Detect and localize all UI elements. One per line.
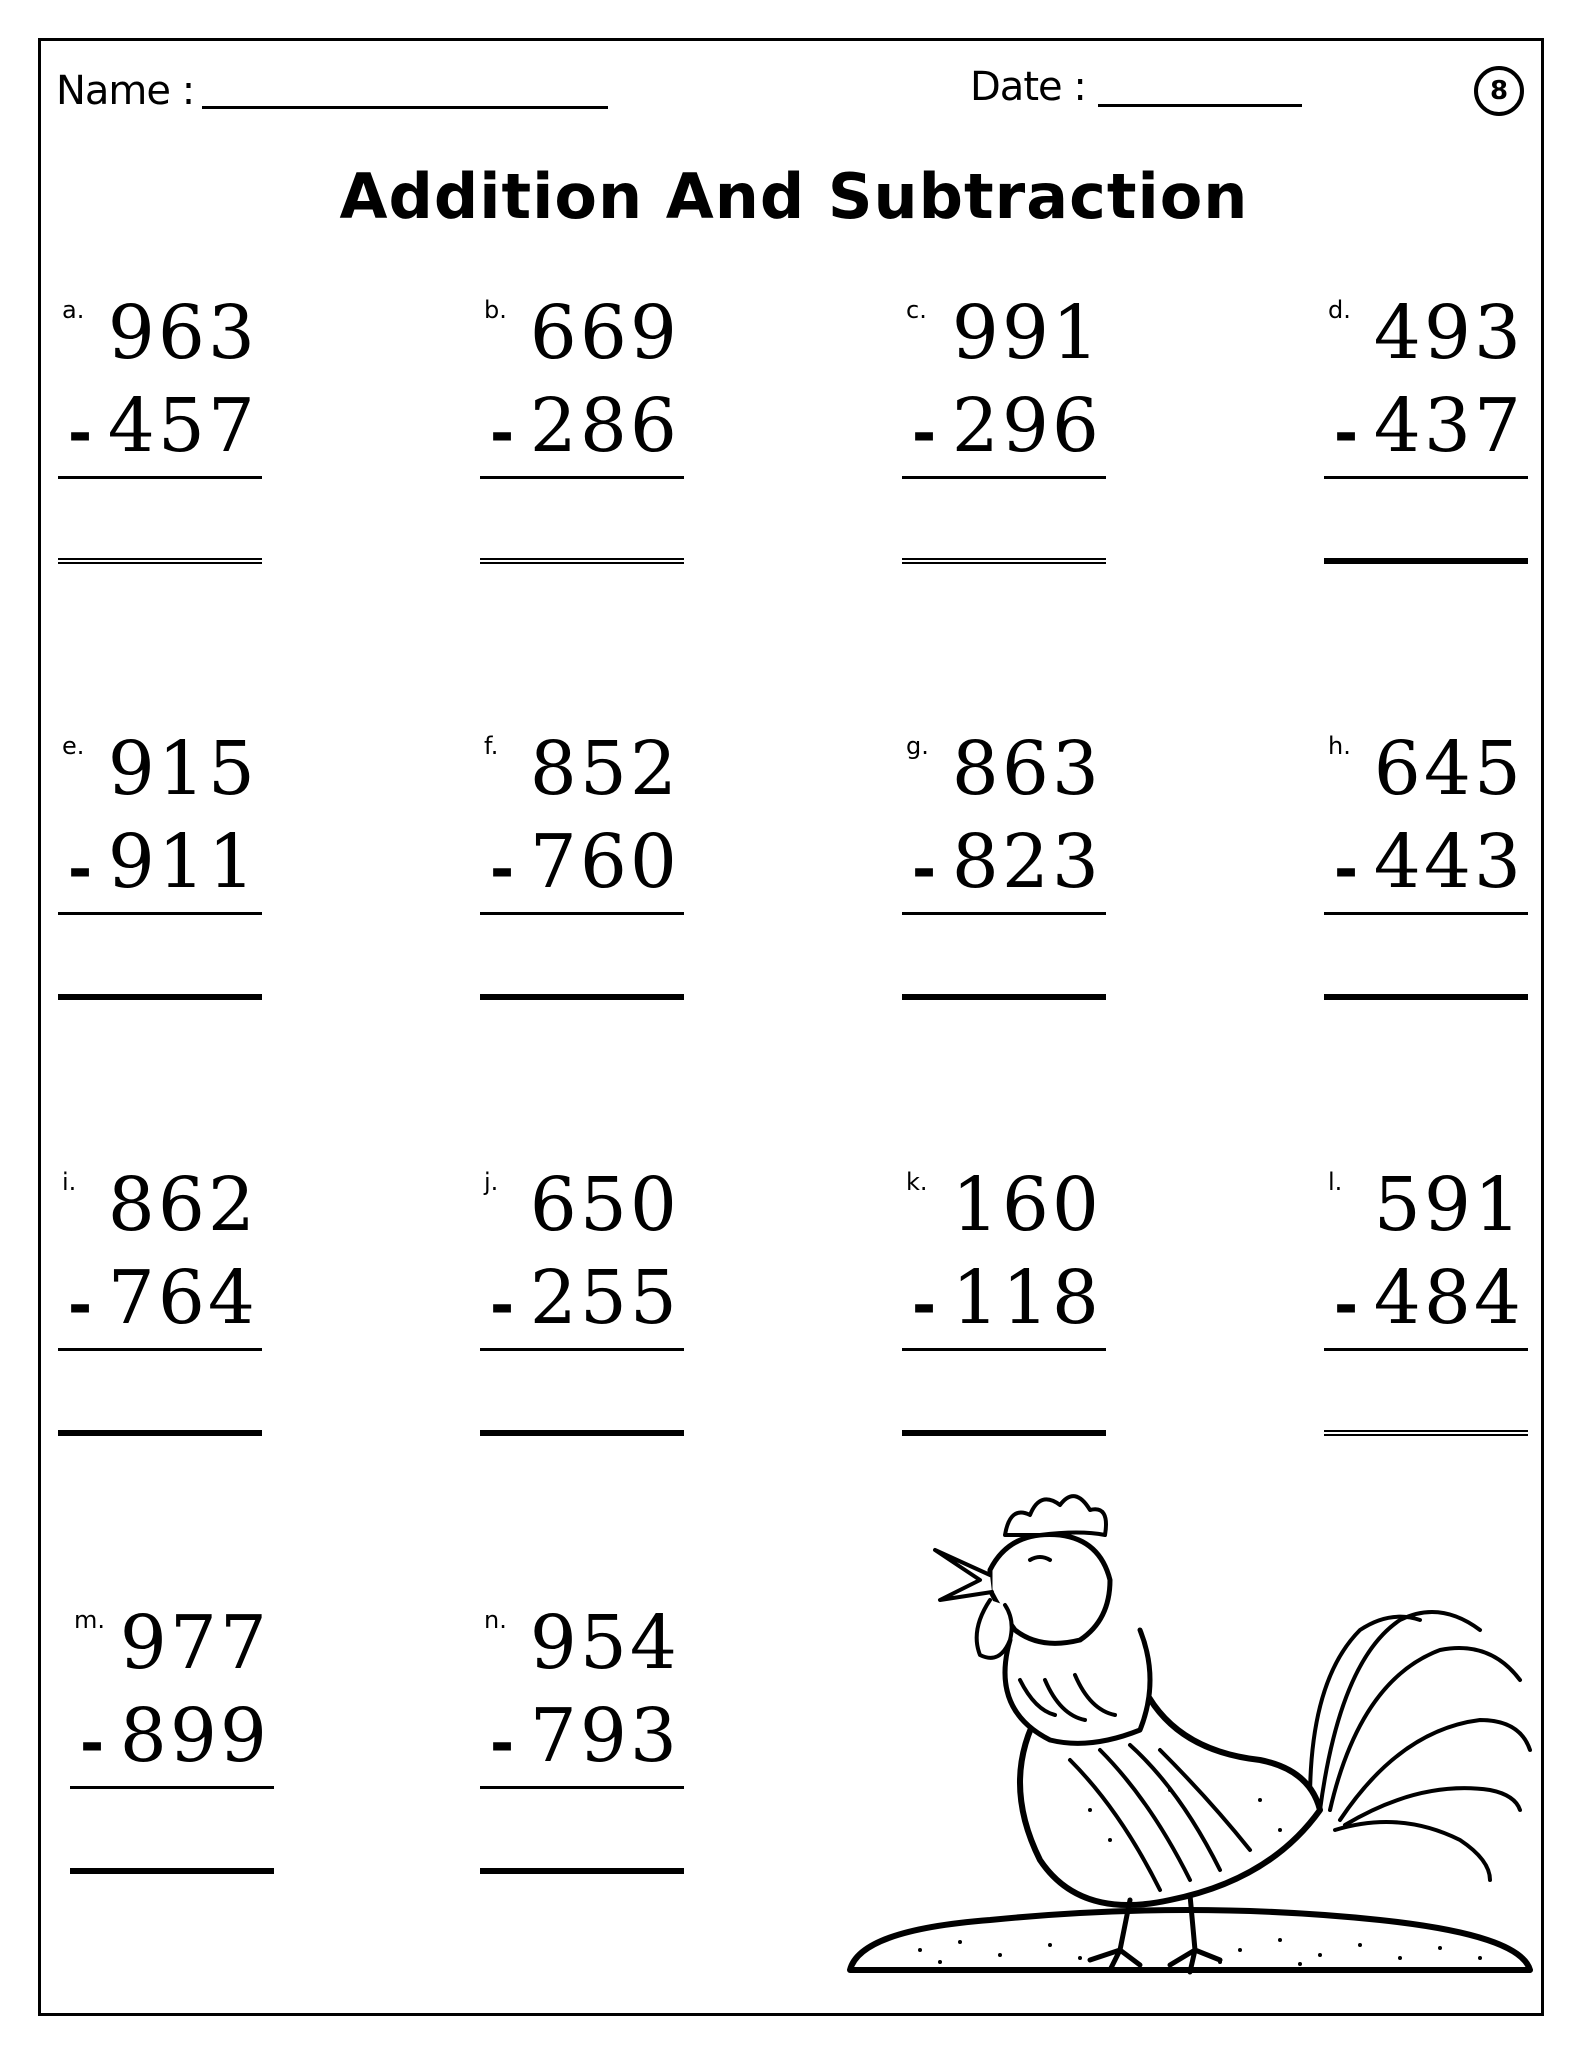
minuend: 862	[107, 1162, 258, 1248]
answer-line[interactable]	[480, 994, 684, 1000]
minus-sign: -	[80, 1709, 105, 1777]
subtrahend: 296	[951, 383, 1102, 469]
problem-i	[58, 1162, 268, 1446]
problem-letter: k.	[906, 1168, 928, 1196]
problem-letter: i.	[62, 1168, 77, 1196]
subtrahend: 255	[529, 1255, 680, 1341]
problem-k	[902, 1162, 1112, 1446]
problem-m	[70, 1600, 280, 1884]
worksheet-title: Addition And Subtraction	[339, 160, 1249, 233]
answer-line[interactable]	[70, 1868, 274, 1874]
sum-rule	[902, 476, 1106, 479]
minus-sign: -	[490, 399, 515, 467]
answer-line[interactable]	[902, 994, 1106, 1000]
problem-letter: a.	[62, 296, 85, 324]
answer-line[interactable]	[480, 1868, 684, 1874]
minuend: 493	[1373, 290, 1524, 376]
problem-j	[480, 1162, 690, 1446]
minus-sign: -	[490, 1709, 515, 1777]
problem-letter: g.	[906, 732, 929, 760]
sum-rule	[480, 912, 684, 915]
subtrahend: 899	[119, 1693, 270, 1779]
problem-letter: c.	[906, 296, 927, 324]
subtrahend: 437	[1373, 383, 1524, 469]
problem-letter: l.	[1328, 1168, 1343, 1196]
problem-g	[902, 726, 1112, 1010]
subtrahend: 443	[1373, 819, 1524, 905]
answer-line[interactable]	[58, 558, 262, 564]
minuend: 852	[529, 726, 680, 812]
subtrahend: 286	[529, 383, 680, 469]
problem-c	[902, 290, 1112, 574]
problem-e	[58, 726, 268, 1010]
answer-line[interactable]	[58, 994, 262, 1000]
sum-rule	[480, 1348, 684, 1351]
sum-rule	[1324, 912, 1528, 915]
problem-letter: n.	[484, 1606, 507, 1634]
subtrahend: 760	[529, 819, 680, 905]
minuend: 160	[951, 1162, 1102, 1248]
sum-rule	[1324, 1348, 1528, 1351]
answer-line[interactable]	[1324, 1430, 1528, 1436]
rooster-icon	[840, 1480, 1540, 2000]
minuend: 963	[107, 290, 258, 376]
date-field[interactable]	[1098, 104, 1302, 107]
problem-f	[480, 726, 690, 1010]
sum-rule	[480, 1786, 684, 1789]
problem-letter: h.	[1328, 732, 1351, 760]
minus-sign: -	[68, 835, 93, 903]
sum-rule	[58, 912, 262, 915]
answer-line[interactable]	[58, 1430, 262, 1436]
name-label: Name :	[56, 68, 195, 114]
minuend: 650	[529, 1162, 680, 1248]
subtrahend: 911	[107, 819, 258, 905]
minuend: 954	[529, 1600, 680, 1686]
answer-line[interactable]	[480, 558, 684, 564]
sum-rule	[1324, 476, 1528, 479]
sum-rule	[902, 1348, 1106, 1351]
minus-sign: -	[912, 399, 937, 467]
minuend: 645	[1373, 726, 1524, 812]
problem-letter: b.	[484, 296, 507, 324]
problem-letter: d.	[1328, 296, 1351, 324]
problem-l	[1324, 1162, 1534, 1446]
sum-rule	[58, 476, 262, 479]
sum-rule	[58, 1348, 262, 1351]
subtrahend: 118	[951, 1255, 1102, 1341]
date-label: Date :	[970, 64, 1086, 110]
problem-letter: m.	[74, 1606, 106, 1634]
sum-rule	[480, 476, 684, 479]
minuend: 977	[119, 1600, 270, 1686]
problem-letter: e.	[62, 732, 85, 760]
minus-sign: -	[490, 1271, 515, 1339]
subtrahend: 793	[529, 1693, 680, 1779]
minus-sign: -	[490, 835, 515, 903]
minuend: 591	[1373, 1162, 1524, 1248]
subtrahend: 764	[107, 1255, 258, 1341]
minus-sign: -	[912, 1271, 937, 1339]
subtrahend: 484	[1373, 1255, 1524, 1341]
answer-line[interactable]	[1324, 558, 1528, 564]
minus-sign: -	[1334, 399, 1359, 467]
problem-h	[1324, 726, 1534, 1010]
page-number-badge: 8	[1474, 66, 1524, 116]
subtrahend: 823	[951, 819, 1102, 905]
problem-a	[58, 290, 268, 574]
problem-n	[480, 1600, 690, 1884]
name-field[interactable]	[202, 106, 608, 109]
minus-sign: -	[1334, 1271, 1359, 1339]
sum-rule	[70, 1786, 274, 1789]
answer-line[interactable]	[902, 558, 1106, 564]
minus-sign: -	[1334, 835, 1359, 903]
answer-line[interactable]	[480, 1430, 684, 1436]
minuend: 669	[529, 290, 680, 376]
minuend: 915	[107, 726, 258, 812]
minus-sign: -	[68, 399, 93, 467]
minus-sign: -	[68, 1271, 93, 1339]
answer-line[interactable]	[1324, 994, 1528, 1000]
minus-sign: -	[912, 835, 937, 903]
problem-letter: f.	[484, 732, 499, 760]
problem-b	[480, 290, 690, 574]
subtrahend: 457	[107, 383, 258, 469]
problem-d	[1324, 290, 1534, 574]
sum-rule	[902, 912, 1106, 915]
minuend: 991	[951, 290, 1102, 376]
problem-letter: j.	[484, 1168, 499, 1196]
answer-line[interactable]	[902, 1430, 1106, 1436]
minuend: 863	[951, 726, 1102, 812]
